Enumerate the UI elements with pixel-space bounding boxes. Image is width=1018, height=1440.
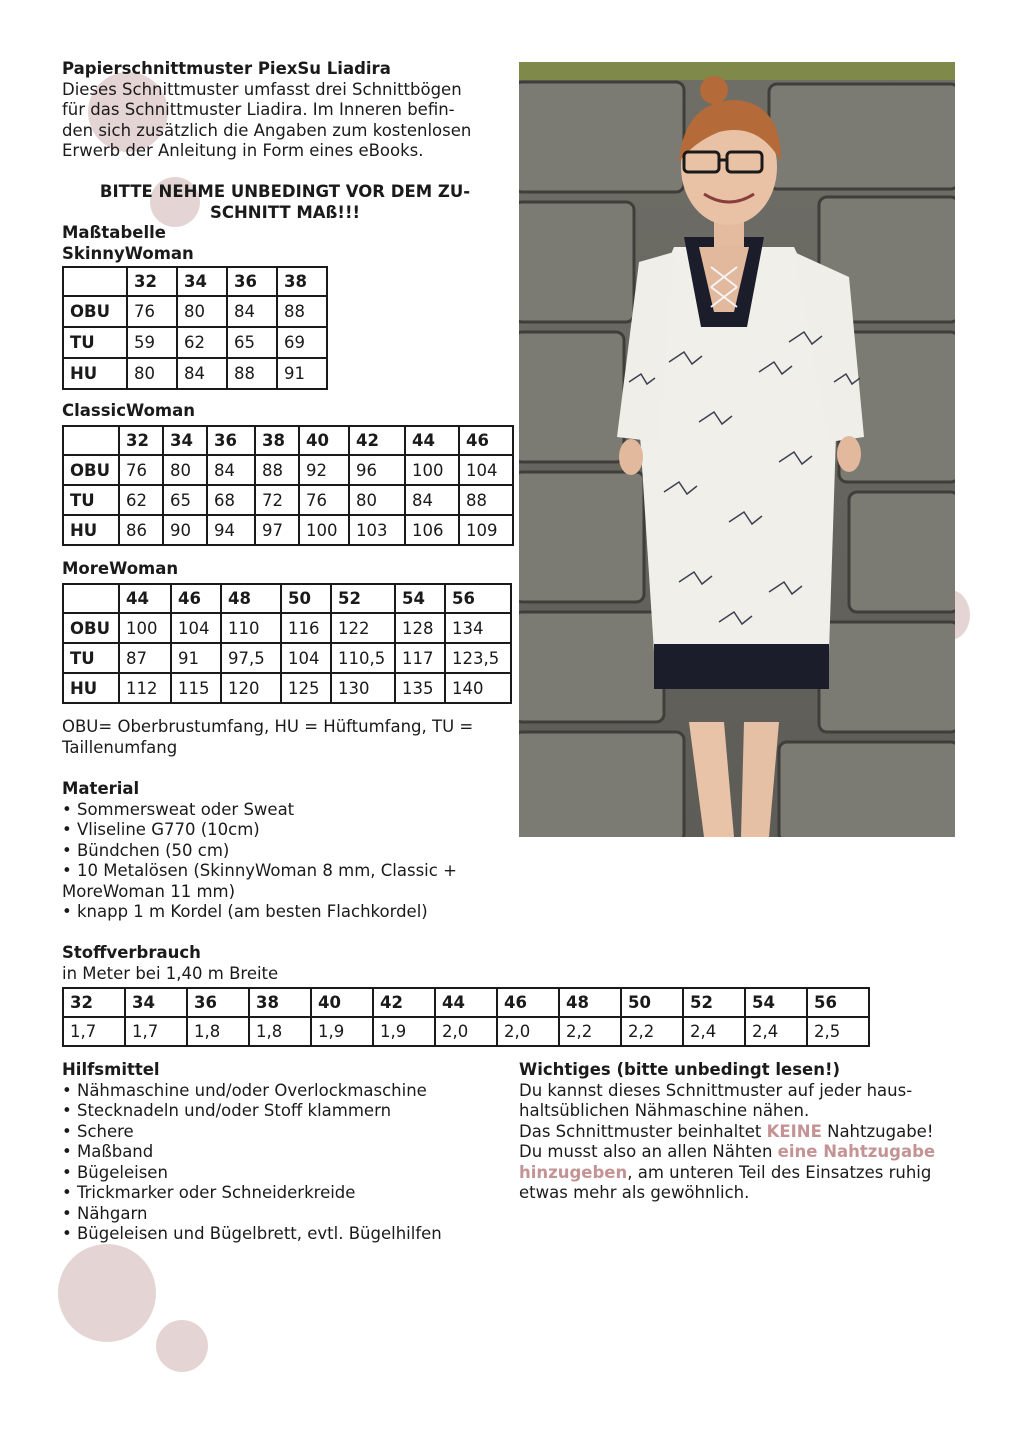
table-row [63, 613, 511, 643]
table-cell: 84 [405, 485, 459, 515]
wichtiges-line: etwas mehr als gewöhnlich. [519, 1183, 750, 1202]
table-cell: 2,0 [497, 1017, 559, 1046]
table-header-cell: 38 [277, 267, 327, 296]
intro-title: Papierschnittmuster PiexSu Liadira [62, 59, 391, 78]
table-header-cell: 46 [171, 584, 221, 613]
masstabelle-heading: Maßtabelle [62, 223, 166, 242]
stoffverbrauch-heading: Stoffverbrauch [62, 943, 201, 962]
abbreviation-legend [62, 717, 512, 758]
more-size-table [62, 583, 512, 704]
decor-circle [156, 1320, 208, 1372]
stoffverbrauch-section [62, 943, 562, 984]
table-cell: 106 [405, 515, 459, 545]
table-cell: 80 [163, 455, 207, 485]
table-header-cell: 42 [349, 426, 405, 455]
list-item: • Trickmarker oder Schneiderkreide [62, 1183, 356, 1202]
table-row [63, 485, 513, 515]
table-cell: 88 [459, 485, 513, 515]
table-cell: 91 [171, 643, 221, 673]
list-item: • Vliseline G770 (10cm) [62, 820, 260, 839]
table-header-cell: 48 [559, 988, 621, 1017]
table-cell: 135 [395, 673, 445, 703]
list-item: • Bügeleisen und Bügelbrett, evtl. Bügelhilfen [62, 1224, 442, 1243]
intro-line: den sich zusätzlich die Angaben zum kostenlosen [62, 120, 472, 140]
table-cell: 72 [255, 485, 299, 515]
table-cell: 65 [163, 485, 207, 515]
table-header-cell: 56 [807, 988, 869, 1017]
material-section [62, 779, 512, 923]
classic-size-table [62, 425, 514, 546]
table-cell: 88 [255, 455, 299, 485]
table-header-cell: 48 [221, 584, 281, 613]
emphasis-keine: KEINE [766, 1121, 822, 1141]
table-cell: 110,5 [331, 643, 395, 673]
intro-line: Dieses Schnittmuster umfasst drei Schnittbögen [62, 79, 462, 99]
table-header-cell: 54 [395, 584, 445, 613]
warning-line: BITTE NEHME UNBEDINGT VOR DEM ZU- [99, 182, 471, 201]
table-cell: 68 [207, 485, 255, 515]
table-corner-cell [63, 584, 119, 613]
table-cell: 80 [127, 358, 177, 389]
decor-circle [58, 1244, 156, 1342]
table-row [63, 643, 511, 673]
table-cell: 2,4 [683, 1017, 745, 1046]
text-span: Das Schnittmuster beinhaltet [519, 1121, 767, 1141]
row-label: HU [63, 515, 119, 545]
wichtiges-line [519, 1142, 964, 1163]
table-cell: 59 [127, 327, 177, 358]
table-corner-cell [63, 426, 119, 455]
table-cell: 62 [177, 327, 227, 358]
table-corner-cell [63, 267, 127, 296]
table-cell: 2,0 [435, 1017, 497, 1046]
dress-photo-illustration [519, 62, 955, 837]
table-cell: 123,5 [445, 643, 511, 673]
fabric-usage-table [62, 987, 870, 1047]
table-cell: 76 [119, 455, 163, 485]
table-header-cell: 50 [281, 584, 331, 613]
table-cell: 97 [255, 515, 299, 545]
table-header-cell: 52 [683, 988, 745, 1017]
hilfsmittel-list [62, 1081, 512, 1245]
table-cell: 62 [119, 485, 163, 515]
table-row [63, 296, 327, 327]
wichtiges-line [519, 1122, 964, 1143]
table-cell: 91 [277, 358, 327, 389]
table-cell: 1,8 [187, 1017, 249, 1046]
table-header-cell: 44 [119, 584, 171, 613]
table-cell: 1,9 [373, 1017, 435, 1046]
table-cell: 110 [221, 613, 281, 643]
list-item: • Schere [62, 1121, 134, 1141]
table-cell: 122 [331, 613, 395, 643]
table-cell: 86 [119, 515, 163, 545]
table-header-cell: 44 [435, 988, 497, 1017]
table-header-row [63, 426, 513, 455]
table-header-cell: 38 [249, 988, 311, 1017]
table-header-cell: 42 [373, 988, 435, 1017]
table-header-cell: 32 [63, 988, 125, 1017]
row-label: OBU [63, 455, 119, 485]
wichtiges-heading: Wichtiges (bitte unbedingt lesen!) [519, 1060, 841, 1079]
measure-warning [62, 182, 508, 223]
stoffverbrauch-subheading: in Meter bei 1,40 m Breite [62, 963, 279, 983]
table-cell: 2,5 [807, 1017, 869, 1046]
more-title: MoreWoman [62, 559, 179, 578]
wichtiges-line: Du kannst dieses Schnittmuster auf jeder haus- [519, 1080, 913, 1100]
table-cell: 92 [299, 455, 349, 485]
row-label: OBU [63, 613, 119, 643]
material-list [62, 800, 512, 923]
table-cell: 84 [177, 358, 227, 389]
table-cell: 104 [281, 643, 331, 673]
table-cell: 2,4 [745, 1017, 807, 1046]
table-header-cell: 38 [255, 426, 299, 455]
wichtiges-line [519, 1163, 964, 1184]
table-cell: 96 [349, 455, 405, 485]
list-item: • Sommersweat oder Sweat [62, 799, 295, 819]
table-cell: 109 [459, 515, 513, 545]
table-cell: 112 [119, 673, 171, 703]
row-label: TU [63, 643, 119, 673]
list-item: • Stecknadeln und/oder Stoff klammern [62, 1101, 392, 1120]
emphasis-nahtzugabe: eine Nahtzugabe [777, 1142, 936, 1161]
table-cell: 1,8 [249, 1017, 311, 1046]
table-header-cell: 34 [125, 988, 187, 1017]
table-cell: 76 [127, 296, 177, 327]
table-header-row [63, 267, 327, 296]
skinny-title: SkinnyWoman [62, 244, 194, 263]
table-row [63, 673, 511, 703]
table-cell: 90 [163, 515, 207, 545]
table-cell: 104 [171, 613, 221, 643]
table-cell: 65 [227, 327, 277, 358]
table-row [63, 358, 327, 389]
intro-block [62, 59, 502, 162]
legend-line: OBU= Oberbrustumfang, HU = Hüftumfang, TU = [62, 717, 474, 736]
table-header-cell: 36 [187, 988, 249, 1017]
row-label: HU [63, 358, 127, 389]
table-cell: 115 [171, 673, 221, 703]
table-row [63, 1017, 869, 1046]
skinny-size-table [62, 266, 328, 390]
table-header-row [63, 988, 869, 1017]
hilfsmittel-heading: Hilfsmittel [62, 1060, 160, 1079]
model-photo [519, 62, 955, 837]
table-cell: 94 [207, 515, 255, 545]
table-cell: 104 [459, 455, 513, 485]
table-header-cell: 36 [207, 426, 255, 455]
table-cell: 134 [445, 613, 511, 643]
table-cell: 87 [119, 643, 171, 673]
table-row [63, 515, 513, 545]
table-header-cell: 34 [163, 426, 207, 455]
table-cell: 103 [349, 515, 405, 545]
table-header-cell: 32 [127, 267, 177, 296]
list-item: • Nähmaschine und/oder Overlockmaschine [62, 1080, 427, 1100]
intro-line: Erwerb der Anleitung in Form eines eBooks. [62, 141, 424, 160]
table-row [63, 455, 513, 485]
warning-line: SCHNITT MAß!!! [209, 202, 360, 222]
table-cell: 1,7 [63, 1017, 125, 1046]
table-cell: 130 [331, 673, 395, 703]
table-cell: 120 [221, 673, 281, 703]
table-header-cell: 44 [405, 426, 459, 455]
table-cell: 69 [277, 327, 327, 358]
table-header-row [63, 584, 511, 613]
table-header-cell: 32 [119, 426, 163, 455]
table-header-cell: 40 [299, 426, 349, 455]
hilfsmittel-section [62, 1060, 512, 1245]
table-cell: 1,9 [311, 1017, 373, 1046]
table-cell: 2,2 [621, 1017, 683, 1046]
list-item: • Maßband [62, 1142, 154, 1161]
table-cell: 125 [281, 673, 331, 703]
list-item: • knapp 1 m Kordel (am besten Flachkordel) [62, 902, 428, 921]
table-cell: 88 [277, 296, 327, 327]
table-cell: 2,2 [559, 1017, 621, 1046]
emphasis-hinzugeben: hinzugeben [519, 1162, 628, 1182]
table-cell: 140 [445, 673, 511, 703]
table-cell: 97,5 [221, 643, 281, 673]
row-label: OBU [63, 296, 127, 327]
text-span: Nahtzugabe! [821, 1121, 934, 1141]
text-span: , am unteren Teil des Einsatzes ruhig [627, 1162, 932, 1182]
table-header-cell: 46 [459, 426, 513, 455]
table-header-cell: 54 [745, 988, 807, 1017]
table-cell: 1,7 [125, 1017, 187, 1046]
wichtiges-line: haltsüblichen Nähmaschine nähen. [519, 1101, 810, 1120]
table-cell: 116 [281, 613, 331, 643]
table-row [63, 327, 327, 358]
table-cell: 80 [177, 296, 227, 327]
table-header-cell: 34 [177, 267, 227, 296]
row-label: TU [63, 327, 127, 358]
table-header-cell: 50 [621, 988, 683, 1017]
table-cell: 76 [299, 485, 349, 515]
table-cell: 100 [299, 515, 349, 545]
table-cell: 100 [119, 613, 171, 643]
list-item: • 10 Metalösen (SkinnyWoman 8 mm, Classic + [62, 861, 457, 880]
list-item: • Bündchen (50 cm) [62, 840, 230, 860]
row-label: HU [63, 673, 119, 703]
table-header-cell: 40 [311, 988, 373, 1017]
classic-title: ClassicWoman [62, 401, 195, 420]
table-cell: 100 [405, 455, 459, 485]
list-item: MoreWoman 11 mm) [62, 881, 236, 901]
list-item: • Nähgarn [62, 1203, 148, 1223]
text-span: Du musst also an allen Nähten [519, 1142, 778, 1161]
table-cell: 88 [227, 358, 277, 389]
intro-line: für das Schnittmuster Liadira. Im Inneren befin- [62, 100, 455, 119]
table-cell: 128 [395, 613, 445, 643]
list-item: • Bügeleisen [62, 1162, 168, 1182]
table-header-cell: 36 [227, 267, 277, 296]
table-cell: 84 [207, 455, 255, 485]
table-cell: 84 [227, 296, 277, 327]
row-label: TU [63, 485, 119, 515]
table-header-cell: 52 [331, 584, 395, 613]
table-cell: 80 [349, 485, 405, 515]
material-heading: Material [62, 779, 140, 798]
legend-line: Taillenumfang [62, 737, 178, 757]
table-header-cell: 56 [445, 584, 511, 613]
table-cell: 117 [395, 643, 445, 673]
wichtiges-section [519, 1060, 964, 1204]
table-header-cell: 46 [497, 988, 559, 1017]
